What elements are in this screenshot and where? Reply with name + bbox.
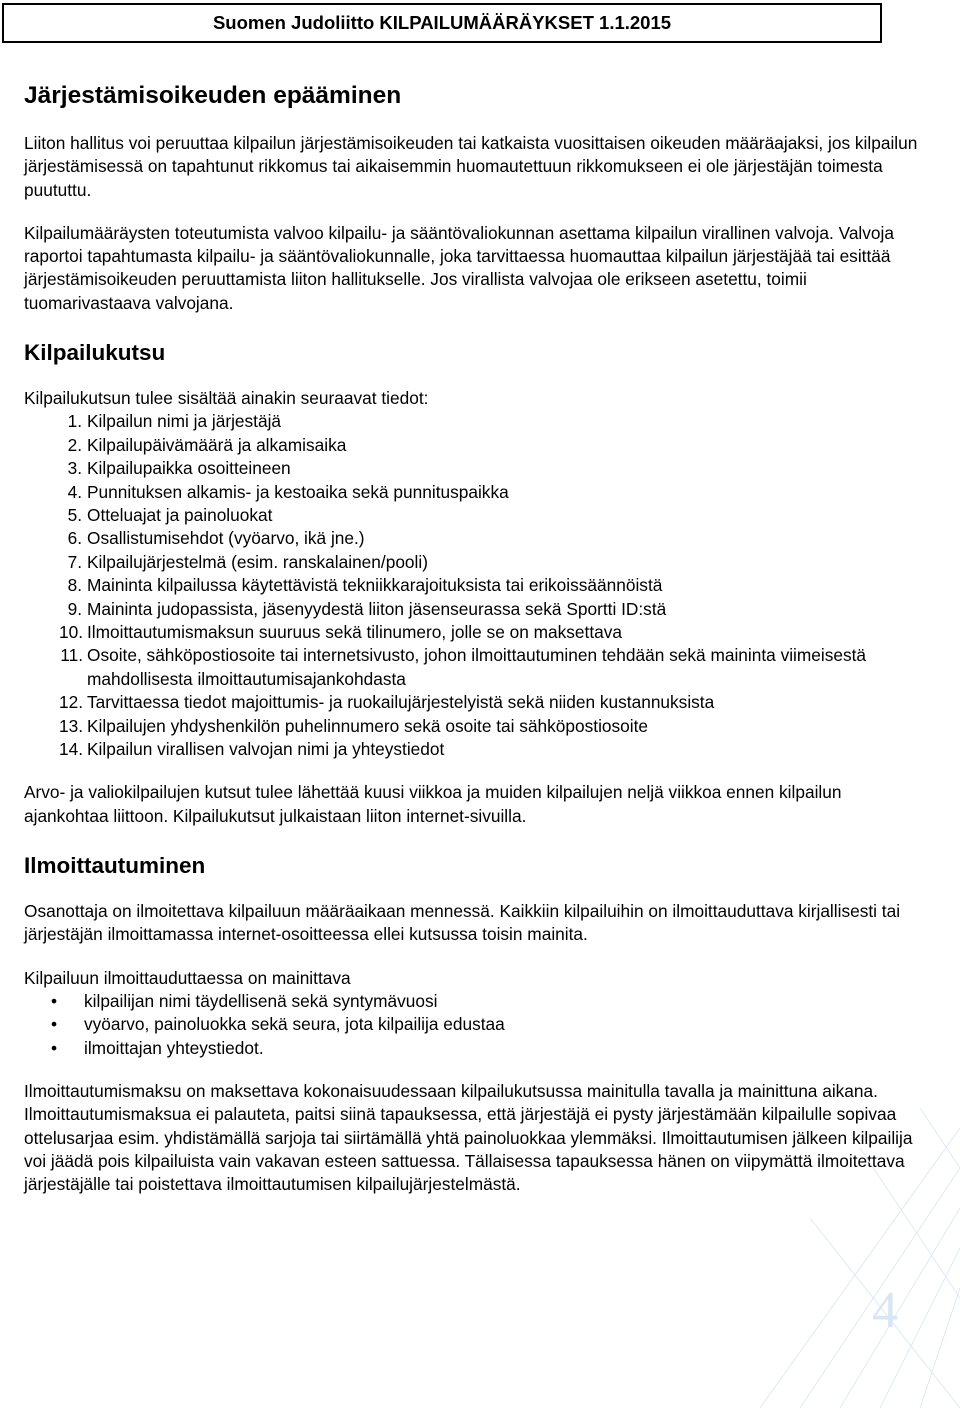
list-item: 8. Maininta kilpailussa käytettävistä tekniikkarajoituksista tai erikoissäännöistä <box>67 575 663 596</box>
paragraph: Ilmoittautumismaksu on maksettava kokonaisuudessaan kilpailukutsussa mainitulla tavalla ja mainittuna aikana. Ilmoittautumismaksua ei palauteta, paitsi siinä tapauksessa, että järjestäjä ei pysty järjestämään kilpailulle sopivaa ottelusarjaa esim. yhdistämällä sarjoja tai siirtämällä yhtä painoluokkaa ylemmäksi. Ilmoittautumisen jälkeen kilpailija voi jäädä pois kilpailuista vain vakavan esteen sattuessa. Tällaisessa tapauksessa hänen on viipymättä ilmoitettava järjestäjälle tai poistettava ilmoittautumisen kilpailujärjestelmästä. <box>24 1081 913 1195</box>
list-item: • ilmoittajan yhteystiedot. <box>24 1037 924 1060</box>
list-item: • vyöarvo, painoluokka sekä seura, jota kilpailija edustaa <box>24 1013 924 1036</box>
list-item: • kilpailijan nimi täydellisenä sekä syntymävuosi <box>24 990 924 1013</box>
list-item: 7. Kilpailujärjestelmä (esim. ranskalainen/pooli) <box>67 551 428 572</box>
paragraph: Liiton hallitus voi peruuttaa kilpailun järjestämisoikeuden tai katkaista vuosittaisen oikeuden määräajaksi, jos kilpailun järjestämisessä on tapahtunut rikkomus tai aikaisemmin huomautettuun rikkomukseen ei ole järjestäjän toimesta puututtu. <box>24 133 918 200</box>
document-body <box>24 80 924 1197</box>
numbered-list <box>24 410 924 761</box>
list-item: 1. Kilpailun nimi ja järjestäjä <box>67 411 282 432</box>
paragraph: Osanottaja on ilmoitettava kilpailuun määräaikaan mennessä. Kaikkiin kilpailuihin on ilmoittauduttava kirjallisesti tai järjestäjän ilmoittamassa internet-osoitteessa ellei kutsussa toisin mainita. <box>24 901 901 945</box>
list-item: 14. Kilpailun virallisen valvojan nimi ja yhteystiedot <box>58 739 445 760</box>
bullet-list <box>24 990 924 1060</box>
list-intro: Kilpailuun ilmoittauduttaessa on mainittava <box>24 967 351 988</box>
list-item: 3. Kilpailupaikka osoitteineen <box>67 458 291 479</box>
list-intro: Kilpailukutsun tulee sisältää ainakin seuraavat tiedot: <box>24 388 429 409</box>
list-item: 11. Osoite, sähköpostiosoite tai internetsivusto, johon ilmoittautuminen tehdään sekä maininta viimeisestä mahdollisesta ilmoittautumisajankohdasta <box>60 645 867 689</box>
page-number: 4 <box>872 1282 898 1339</box>
section-heading-revocation: Järjestämisoikeuden epääminen <box>24 82 402 109</box>
header-title: Suomen Judoliitto KILPAILUMÄÄRÄYKSET 1.1.2015 <box>212 12 672 33</box>
paragraph: Arvo- ja valiokilpailujen kutsut tulee lähettää kuusi viikkoa ja muiden kilpailujen neljä viikkoa ennen kilpailun ajankohtaa liittoon. Kilpailukutsut julkaistaan liiton internet-sivuilla. <box>24 782 842 826</box>
corner-line-art-icon <box>720 1108 960 1408</box>
list-item: 5. Otteluajat ja painoluokat <box>67 505 273 525</box>
bullet-icon: • <box>50 1014 58 1035</box>
corner-decoration <box>720 1108 960 1408</box>
page-header <box>2 3 882 43</box>
section-heading-registration: Ilmoittautuminen <box>24 853 206 879</box>
list-item: 12. Tarvittaessa tiedot majoittumis- ja ruokailujärjestelyistä sekä niiden kustannuksista <box>58 692 715 713</box>
list-item: 4. Punnituksen alkamis- ja kestoaika sekä punnituspaikka <box>67 481 509 502</box>
list-item: 2. Kilpailupäivämäärä ja alkamisaika <box>67 434 347 455</box>
bullet-icon: • <box>50 990 58 1011</box>
list-item: 13. Kilpailujen yhdyshenkilön puhelinnumero sekä osoite tai sähköpostiosoite <box>58 715 649 736</box>
list-item: 6. Osallistumisehdot (vyöarvo, ikä jne.) <box>67 528 365 549</box>
bullet-icon: • <box>50 1037 58 1058</box>
list-item: 9. Maininta judopassista, jäsenyydestä liiton jäsenseurassa sekä Sportti ID:stä <box>67 598 667 619</box>
paragraph: Kilpailumääräysten toteutumista valvoo kilpailu- ja sääntövaliokunnan asettama kilpailun virallinen valvoja. Valvoja raportoi tapahtumasta kilpailu- ja sääntövaliokunnalle, joka tarvittaessa huomauttaa kilpailun järjestäjää tai esittää järjestämisoikeuden peruuttamista liiton hallitukselle. Jos virallista valvojaa ole erikseen asetettu, toimii tuomarivastaava valvojana. <box>24 222 894 313</box>
list-item: 10. Ilmoittautumismaksun suuruus sekä tilinumero, jolle se on maksettava <box>58 622 622 643</box>
section-heading-invitation: Kilpailukutsu <box>24 340 166 366</box>
